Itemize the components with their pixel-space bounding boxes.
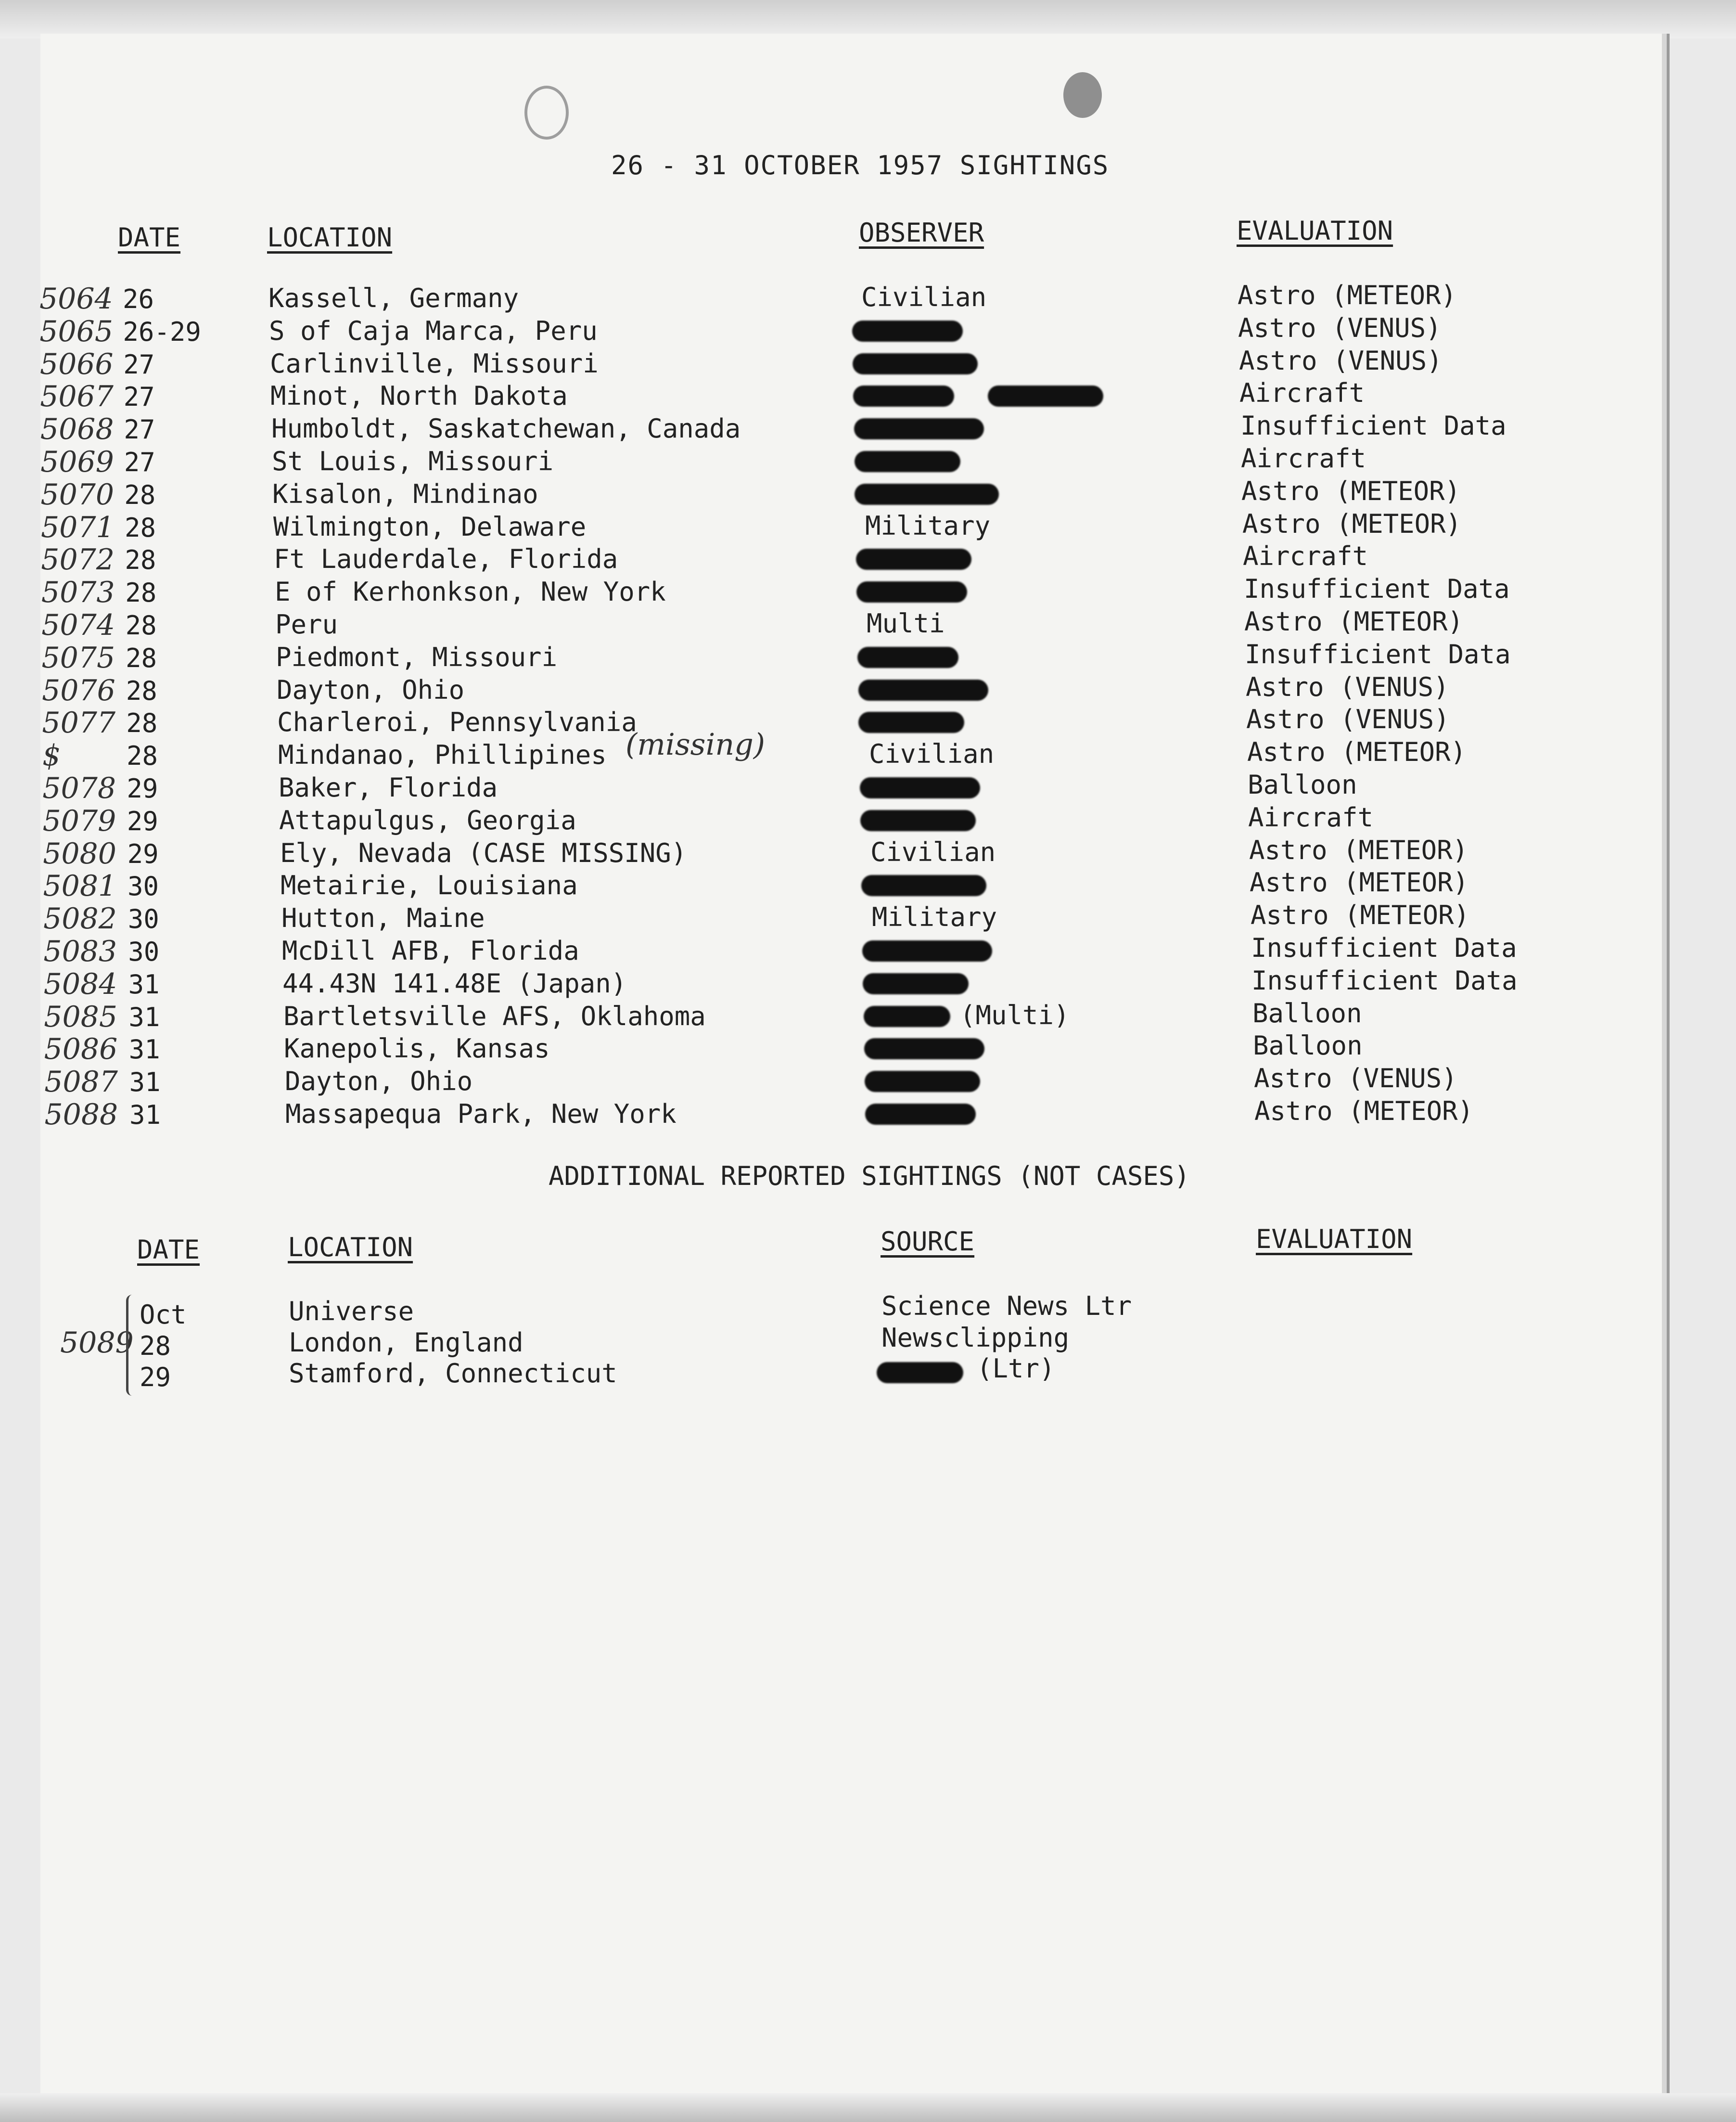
- sighting-evaluation: Insufficient Data: [1244, 574, 1510, 604]
- sighting-date: 31: [128, 969, 160, 1000]
- sighting-location: 44.43N 141.48E (Japan): [282, 968, 627, 999]
- case-number: 5071: [41, 511, 115, 544]
- sighting-location: Minot, North Dakota: [270, 381, 568, 411]
- sighting-date: 27: [124, 414, 155, 445]
- sighting-evaluation: Astro (METEOR): [1250, 867, 1469, 898]
- sighting-location: Bartletsville AFS, Oklahoma: [283, 1001, 706, 1031]
- additional-location-2: London, England: [289, 1327, 523, 1358]
- case-number: $: [42, 739, 61, 772]
- case-number: 5075: [41, 641, 115, 675]
- sighting-observer: Military: [865, 511, 991, 541]
- punch-hole-left: [524, 86, 569, 140]
- header-date: DATE: [118, 222, 181, 253]
- sighting-evaluation: Insufficient Data: [1240, 411, 1506, 441]
- sighting-location: Metairie, Louisiana: [281, 870, 578, 900]
- sighting-date: 30: [128, 937, 160, 967]
- case-number: 5074: [41, 608, 115, 642]
- redaction-mark: [856, 549, 971, 570]
- sighting-evaluation: Astro (METEOR): [1244, 606, 1464, 637]
- case-number: 5080: [43, 837, 116, 871]
- additional-source-1: Science News Ltr: [881, 1291, 1132, 1321]
- additional-title: ADDITIONAL REPORTED SIGHTINGS (NOT CASES): [549, 1161, 1190, 1191]
- sighting-location: Ely, Nevada (CASE MISSING): [280, 838, 687, 868]
- case-number: 5072: [41, 543, 115, 577]
- sighting-observer: Civilian: [870, 837, 996, 867]
- sighting-location: E of Kerhonkson, New York: [275, 577, 666, 607]
- redaction-mark: [855, 451, 960, 472]
- redaction-mark: [862, 940, 992, 962]
- additional-header-date: DATE: [137, 1235, 200, 1265]
- redaction-mark: [856, 581, 967, 603]
- sighting-location: Peru: [275, 609, 338, 640]
- sighting-evaluation: Balloon: [1248, 770, 1357, 800]
- sighting-location: Dayton, Ohio: [277, 675, 465, 705]
- case-number: 5086: [44, 1032, 118, 1066]
- punch-hole-right: [1063, 72, 1102, 118]
- document-title: 26 - 31 OCTOBER 1957 SIGHTINGS: [611, 150, 1110, 180]
- additional-header-location: LOCATION: [288, 1232, 413, 1262]
- sighting-evaluation: Astro (METEOR): [1254, 1096, 1474, 1126]
- sighting-evaluation: Insufficient Data: [1251, 933, 1517, 963]
- sighting-location: Charleroi, Pennsylvania: [277, 707, 637, 737]
- sighting-evaluation: Astro (METEOR): [1249, 835, 1468, 865]
- sighting-date: 28: [126, 643, 157, 673]
- case-number: 5070: [40, 478, 115, 512]
- case-number: 5065: [39, 315, 113, 348]
- scan-top-edge: [0, 0, 1736, 39]
- sighting-date: 28: [127, 741, 158, 771]
- sighting-evaluation: Astro (VENUS): [1239, 346, 1442, 376]
- additional-date-1: Oct: [140, 1299, 187, 1330]
- sighting-evaluation: Astro (METEOR): [1242, 509, 1462, 539]
- additional-source-3: (Ltr): [977, 1353, 1055, 1384]
- case-number: 5077: [42, 706, 116, 740]
- sighting-date: 28: [125, 610, 157, 641]
- sighting-location: Piedmont, Missouri: [276, 642, 558, 672]
- sighting-observer: Multi: [867, 608, 945, 639]
- sighting-location: Carlinville, Missouri: [270, 348, 599, 379]
- additional-header-source: SOURCE: [881, 1226, 975, 1257]
- redaction-mark: [877, 1362, 963, 1383]
- sighting-location: Kisalon, Mindinao: [272, 479, 538, 509]
- sighting-date: 27: [124, 447, 155, 477]
- sighting-date: 30: [128, 904, 159, 934]
- sighting-evaluation: Aircraft: [1239, 378, 1365, 408]
- redaction-mark: [858, 712, 964, 733]
- redaction-mark: [853, 386, 954, 407]
- sighting-observer: Military: [872, 902, 997, 932]
- sighting-evaluation: Aircraft: [1248, 802, 1374, 833]
- redaction-mark: [853, 353, 978, 374]
- sighting-date: 28: [125, 578, 157, 608]
- case-number: 5068: [40, 412, 114, 446]
- case-number: 5088: [44, 1098, 118, 1132]
- sighting-date: 29: [127, 773, 158, 804]
- sighting-evaluation: Astro (VENUS): [1246, 672, 1449, 702]
- header-evaluation: EVALUATION: [1237, 216, 1393, 246]
- sighting-date: 26-29: [123, 317, 201, 347]
- case-number: 5073: [41, 576, 115, 609]
- case-number: 5081: [43, 869, 117, 903]
- sighting-location: Mindanao, Phillipines: [278, 740, 607, 770]
- sighting-location: Kanepolis, Kansas: [284, 1033, 550, 1064]
- case-number: 5087: [44, 1065, 118, 1099]
- additional-date-3: 29: [140, 1362, 171, 1392]
- sighting-observer: Civilian: [869, 739, 995, 769]
- handwritten-note-text: missing: [637, 727, 753, 762]
- sighting-location: Massapequa Park, New York: [285, 1099, 677, 1129]
- handwritten-missing-note: (missing): [625, 727, 766, 762]
- redaction-mark: [864, 1006, 950, 1027]
- redaction-mark: [860, 810, 976, 831]
- case-number: 5078: [42, 772, 116, 805]
- sighting-date: 26: [123, 284, 154, 314]
- handwritten-brace: [126, 1295, 138, 1396]
- additional-case-number: 5089: [60, 1326, 134, 1360]
- sighting-location: Humboldt, Saskatchewan, Canada: [271, 413, 741, 444]
- sighting-evaluation: Astro (METEOR): [1251, 900, 1470, 930]
- additional-header-evaluation: EVALUATION: [1256, 1224, 1413, 1254]
- header-location: LOCATION: [267, 222, 393, 253]
- redaction-mark: [988, 386, 1103, 407]
- sighting-date: 28: [124, 480, 156, 510]
- sighting-date: 31: [128, 1002, 160, 1032]
- redaction-mark: [852, 321, 963, 342]
- sighting-location: Baker, Florida: [279, 772, 498, 803]
- sighting-evaluation: Astro (VENUS): [1254, 1063, 1457, 1093]
- redaction-mark: [861, 875, 986, 896]
- redaction-mark: [857, 647, 958, 668]
- sighting-evaluation: Aircraft: [1241, 443, 1366, 474]
- sighting-location: Kassell, Germany: [268, 283, 519, 313]
- sighting-evaluation: Astro (METEOR): [1241, 476, 1461, 506]
- sighting-evaluation: Balloon: [1253, 1030, 1363, 1061]
- sighting-date: 31: [129, 1067, 161, 1097]
- sighting-observer: (Multi): [960, 1000, 1070, 1030]
- redaction-mark: [863, 973, 969, 994]
- additional-location-3: Stamford, Connecticut: [289, 1358, 617, 1389]
- sighting-evaluation: Astro (VENUS): [1238, 313, 1442, 343]
- case-number: 5069: [40, 445, 114, 479]
- sighting-date: 27: [123, 349, 155, 380]
- sighting-date: 28: [125, 545, 156, 575]
- sighting-location: Attapulgus, Georgia: [279, 805, 576, 836]
- sighting-location: Ft Lauderdale, Florida: [274, 544, 618, 574]
- additional-source-2: Newsclipping: [881, 1323, 1070, 1353]
- case-number: 5066: [39, 347, 114, 381]
- case-number: 5082: [43, 902, 117, 936]
- sighting-evaluation: Astro (METEOR): [1238, 280, 1457, 310]
- case-number: 5084: [43, 967, 117, 1001]
- scan-bottom-edge: [0, 2093, 1736, 2122]
- redaction-mark: [855, 484, 999, 505]
- sighting-location: McDill AFB, Florida: [282, 936, 579, 966]
- sighting-location: Dayton, Ohio: [285, 1066, 473, 1096]
- sighting-date: 28: [125, 513, 156, 543]
- additional-date-2: 28: [140, 1331, 171, 1361]
- sighting-evaluation: Astro (VENUS): [1246, 704, 1450, 734]
- case-number: 5076: [42, 674, 115, 707]
- sighting-location: Hutton, Maine: [281, 903, 485, 933]
- redaction-mark: [865, 1104, 976, 1125]
- sighting-date: 31: [128, 1034, 160, 1065]
- sighting-date: 28: [126, 708, 158, 738]
- case-number: 5064: [39, 282, 113, 316]
- sighting-observer: Civilian: [861, 282, 987, 312]
- redaction-mark: [865, 1071, 980, 1092]
- sighting-evaluation: Insufficient Data: [1245, 639, 1511, 669]
- sighting-date: 29: [127, 806, 158, 836]
- redaction-mark: [860, 777, 980, 798]
- sighting-date: 27: [123, 382, 155, 412]
- sighting-evaluation: Insufficient Data: [1251, 965, 1518, 996]
- sighting-date: 30: [128, 871, 159, 901]
- sighting-location: Wilmington, Delaware: [273, 512, 587, 542]
- header-observer: OBSERVER: [859, 218, 984, 248]
- additional-location-1: Universe: [289, 1296, 414, 1326]
- redaction-mark: [854, 418, 984, 439]
- sighting-evaluation: Balloon: [1252, 998, 1362, 1029]
- sighting-location: St Louis, Missouri: [272, 446, 554, 476]
- sighting-date: 31: [129, 1100, 161, 1130]
- sighting-location: S of Caja Marca, Peru: [269, 316, 598, 346]
- case-number: 5083: [43, 935, 117, 968]
- case-number: 5079: [42, 804, 116, 838]
- case-number: 5085: [44, 1000, 117, 1034]
- redaction-mark: [858, 680, 988, 701]
- redaction-mark: [864, 1038, 984, 1059]
- sighting-evaluation: Aircraft: [1243, 541, 1368, 571]
- sighting-date: 28: [126, 676, 157, 706]
- sighting-date: 29: [127, 839, 159, 869]
- sighting-evaluation: Astro (METEOR): [1247, 737, 1467, 767]
- case-number: 5067: [40, 380, 114, 413]
